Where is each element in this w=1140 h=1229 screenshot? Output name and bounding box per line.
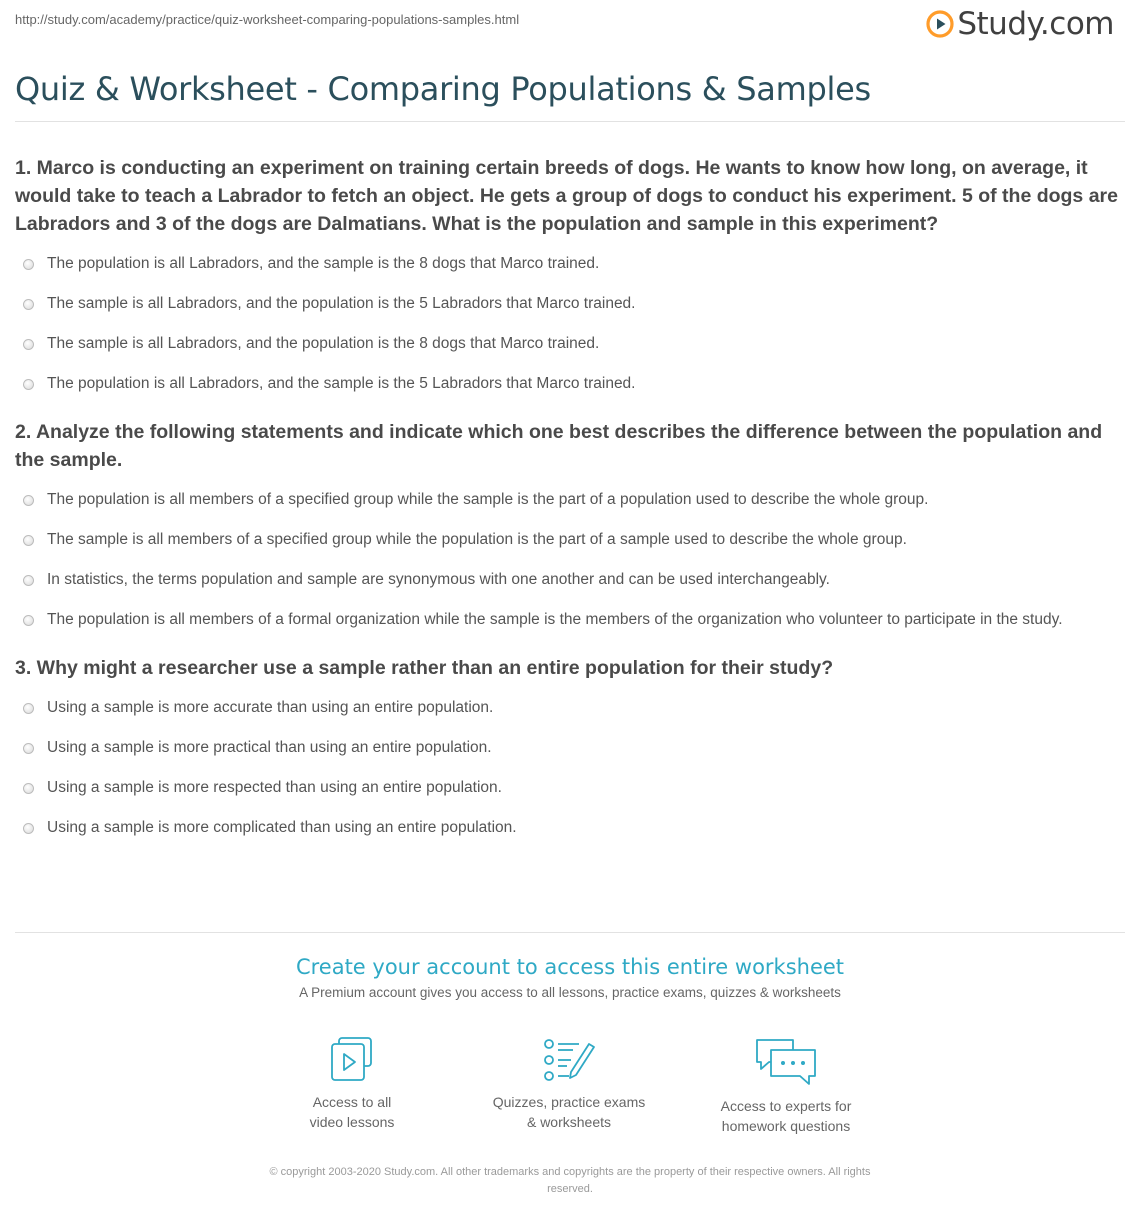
quiz-questions	[15, 154, 1127, 862]
radio-icon[interactable]	[23, 823, 34, 834]
quiz-checklist-icon	[541, 1036, 597, 1084]
feature-text: Quizzes, practice exams	[492, 1094, 646, 1110]
answer-options	[15, 488, 1127, 632]
feature-experts	[696, 1036, 876, 1136]
copyright-text: © copyright 2003-2020 Study.com. All other trademarks and copyrights are the property of their respective owners. All rights	[269, 1166, 871, 1178]
option-label: Using a sample is more practical than using an entire population.	[47, 739, 492, 756]
answer-option[interactable]	[15, 528, 1127, 552]
question-2	[15, 418, 1127, 632]
radio-icon[interactable]	[23, 299, 34, 310]
answer-option[interactable]	[15, 568, 1127, 592]
answer-option[interactable]	[15, 488, 1127, 512]
cta-title-link[interactable]: Create your account to access this entire worksheet	[295, 955, 845, 979]
answer-option[interactable]	[15, 696, 1127, 720]
answer-option[interactable]	[15, 252, 1127, 276]
video-lessons-icon	[324, 1036, 380, 1084]
brand-name: Study.com	[957, 6, 1114, 42]
radio-icon[interactable]	[23, 535, 34, 546]
radio-icon[interactable]	[23, 743, 34, 754]
play-circle-icon	[926, 10, 954, 38]
answer-options	[15, 252, 1127, 396]
radio-icon[interactable]	[23, 259, 34, 270]
feature-text: & worksheets	[526, 1114, 612, 1130]
option-label: The population is all Labradors, and the sample is the 8 dogs that Marco trained.	[47, 255, 600, 272]
answer-option[interactable]	[15, 292, 1127, 316]
option-label: The population is all members of a specified group while the sample is the part of a population used to describe the whole group.	[47, 491, 929, 508]
option-label: Using a sample is more complicated than using an entire population.	[47, 819, 517, 836]
option-label: The sample is all Labradors, and the population is the 8 dogs that Marco trained.	[47, 335, 600, 352]
page-title: Quiz & Worksheet - Comparing Populations & Samples	[15, 70, 871, 108]
feature-text: Access to all	[312, 1094, 392, 1110]
radio-icon[interactable]	[23, 379, 34, 390]
answer-option[interactable]	[15, 776, 1127, 800]
option-label: Using a sample is more accurate than using an entire population.	[47, 699, 494, 716]
question-1	[15, 154, 1127, 396]
copyright-footer	[0, 1164, 1140, 1198]
answer-option[interactable]	[15, 372, 1127, 396]
option-label: The sample is all Labradors, and the population is the 5 Labradors that Marco trained.	[47, 295, 636, 312]
answer-option[interactable]	[15, 736, 1127, 760]
feature-video-lessons	[262, 1036, 442, 1132]
radio-icon[interactable]	[23, 575, 34, 586]
question-text: 1. Marco is conducting an experiment on training certain breeds of dogs. He wants to know how long, on average, it would take to teach a Labrador to fetch an object. He gets a group of dogs to conduct his experiment. 5 of the dogs are Labradors and 3 of the dogs are Dalmatians. What is the population and sample in this experiment?	[15, 157, 1118, 235]
radio-icon[interactable]	[23, 783, 34, 794]
question-3	[15, 654, 1127, 840]
feature-text: homework questions	[721, 1118, 851, 1134]
feature-quizzes	[479, 1036, 659, 1132]
copyright-text: reserved.	[547, 1183, 593, 1195]
feature-text: video lessons	[309, 1114, 395, 1130]
radio-icon[interactable]	[23, 495, 34, 506]
page-url: http://study.com/academy/practice/quiz-worksheet-comparing-populations-samples.html	[15, 12, 520, 27]
title-divider	[15, 121, 1125, 122]
answer-option[interactable]	[15, 332, 1127, 356]
option-label: The sample is all members of a specified group while the population is the part of a sample used to describe the whole group.	[47, 531, 907, 548]
cta-subtitle: A Premium account gives you access to all lessons, practice exams, quizzes & worksheets	[299, 985, 841, 1000]
study-logo[interactable]	[926, 6, 1114, 42]
radio-icon[interactable]	[23, 703, 34, 714]
answer-options	[15, 696, 1127, 840]
option-label: Using a sample is more respected than using an entire population.	[47, 779, 502, 796]
feature-text: Access to experts for	[720, 1098, 852, 1114]
section-divider	[15, 932, 1125, 933]
question-text: 3. Why might a researcher use a sample rather than an entire population for their study?	[15, 657, 834, 679]
option-label: The population is all members of a formal organization while the sample is the members of the organization who volunteer to participate in the study.	[47, 611, 1063, 628]
radio-icon[interactable]	[23, 339, 34, 350]
answer-option[interactable]	[15, 816, 1127, 840]
signup-cta	[0, 955, 1140, 1000]
option-label: In statistics, the terms population and sample are synonymous with one another and can be used interchangeably.	[47, 571, 830, 588]
option-label: The population is all Labradors, and the sample is the 5 Labradors that Marco trained.	[47, 375, 636, 392]
answer-option[interactable]	[15, 608, 1127, 632]
chat-bubbles-icon	[753, 1036, 819, 1088]
question-text: 2. Analyze the following statements and indicate which one best describes the difference between the population and the sample.	[15, 421, 1103, 471]
radio-icon[interactable]	[23, 615, 34, 626]
